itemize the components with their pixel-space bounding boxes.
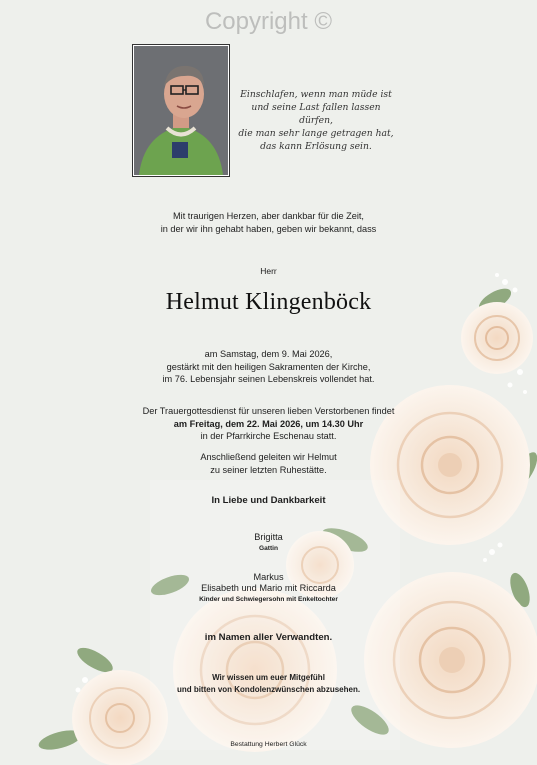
intro-text <box>0 210 537 236</box>
relatives-line: im Namen aller Verwandten. <box>204 632 333 643</box>
mourner-name: Markus <box>253 572 284 582</box>
death-line: gestärkt mit den heiligen Sakramenten der Kirche, <box>166 361 371 372</box>
mourner-name: Brigitta <box>254 532 283 542</box>
wish-line: Wir wissen um euer Mitgefühl <box>212 673 325 682</box>
poem-line: Einschlafen, wenn man müde ist <box>240 89 392 100</box>
deceased-name: Helmut Klingenböck <box>165 289 372 315</box>
funeral-home: Bestattung Herbert Glück <box>230 741 307 748</box>
death-notice <box>0 348 537 386</box>
intro-line: in der wir ihn gehabt haben, geben wir bekannt, dass <box>160 224 377 234</box>
mourner-role: Kinder und Schwiegersohn mit Enkeltochter <box>199 596 338 603</box>
service-notice <box>0 405 537 443</box>
love-line: In Liebe und Dankbarkeit <box>211 495 326 506</box>
service-date: am Freitag, dem 22. Mai 2026, um 14.30 Uhr <box>173 418 364 429</box>
intro-line: Mit traurigen Herzen, aber dankbar für die Zeit, <box>173 211 364 221</box>
condolence-request <box>0 672 537 695</box>
salutation: Herr <box>260 266 277 276</box>
service-place: in der Pfarrkirche Eschenau statt. <box>200 431 337 441</box>
death-line: am Samstag, dem 9. Mai 2026, <box>204 349 333 359</box>
burial-line: zu seiner letzten Ruhestätte. <box>210 464 327 475</box>
poem-line: und seine Last fallen lassen dürfen, <box>251 102 381 126</box>
service-line: Der Trauergottesdienst für unseren lieben Verstorbenen findet <box>142 406 395 416</box>
death-line: im 76. Lebensjahr seinen Lebenskreis vollendet hat. <box>162 374 375 384</box>
burial-notice <box>0 451 537 476</box>
poem-line: das kann Erlösung sein. <box>260 141 372 152</box>
poem-line: die man sehr lange getragen hat, <box>238 128 394 139</box>
poem <box>236 88 396 153</box>
mourner-role: Gattin <box>258 545 279 552</box>
portrait-photo <box>132 44 230 177</box>
wish-line: und bitten von Kondolenzwünschen abzusehen. <box>176 684 361 694</box>
mourner-name: Elisabeth und Mario mit Riccarda <box>201 583 336 593</box>
burial-line: Anschließend geleiten wir Helmut <box>200 452 337 462</box>
copyright-watermark: Copyright © <box>204 8 333 35</box>
